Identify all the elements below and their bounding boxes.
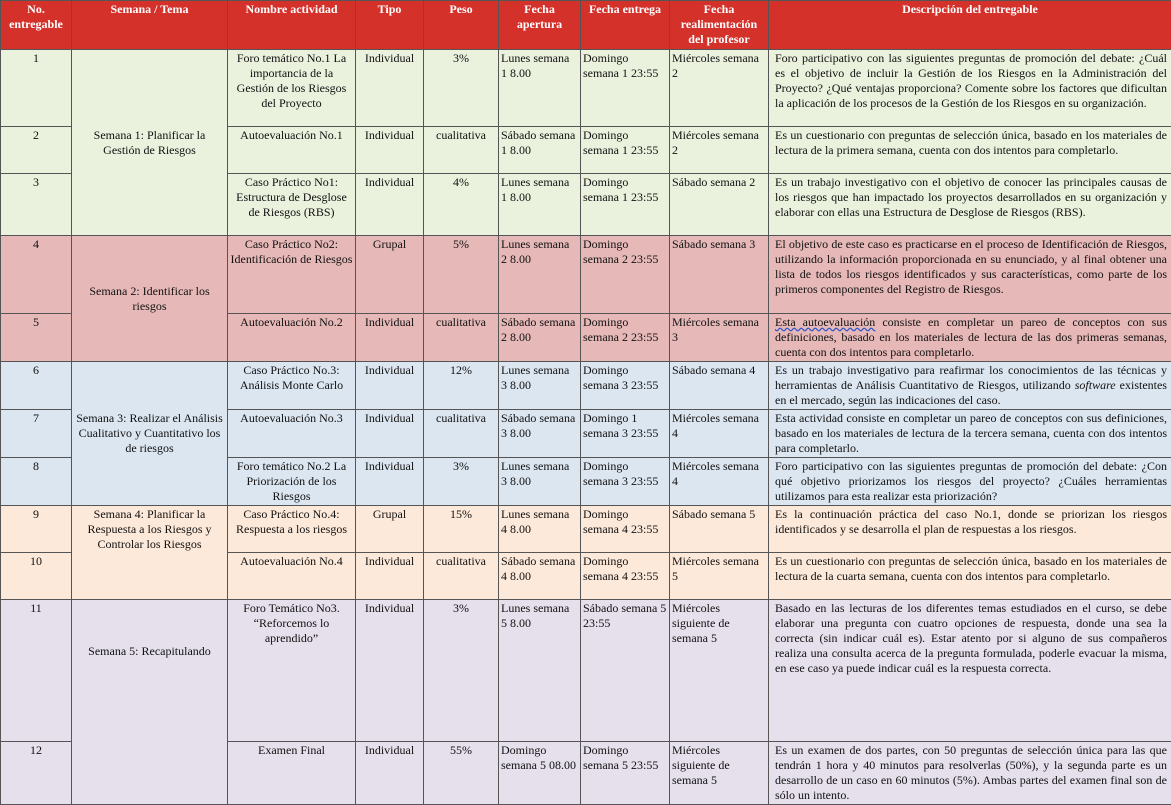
- table-row: [1, 236, 1171, 314]
- due-date: Domingo semana 1 23:55: [581, 50, 670, 127]
- row-no: 2: [1, 127, 72, 174]
- activity-weight: 15%: [424, 506, 499, 553]
- activity-name: Examen Final: [228, 742, 356, 805]
- row-no: 11: [1, 600, 72, 742]
- open-date: Lunes semana 1 8.00: [499, 174, 581, 236]
- description: Es un trabajo investigativo con el objetivo de conocer las principales causas de los riesgos que han impactado los proyectos desarrollados en su organización y elaborar con ellas una Estructura de Desglose de Riesgos (RBS).: [769, 174, 1171, 236]
- row-no: 10: [1, 553, 72, 600]
- activity-type: Individual: [356, 410, 424, 458]
- feedback-date: Miércoles semana 5: [670, 553, 769, 600]
- activity-weight: cualitativa: [424, 410, 499, 458]
- description: Es un cuestionario con preguntas de selección única, basado en los materiales de lectura de la cuarta semana, cuenta con dos intentos para completarlo.: [769, 553, 1171, 600]
- activity-weight: 12%: [424, 362, 499, 410]
- row-no: 8: [1, 458, 72, 506]
- activity-name: Caso Práctico No.4: Respuesta a los riesgos: [228, 506, 356, 553]
- description: El objetivo de este caso es practicarse en el proceso de Identificación de Riesgos, utilizando la información proporcionada en su enunciado, y al final obtener una lista de todos los riesgos identificados y sus características, como parte de los primeros componentes del Registro de Riesgos.: [769, 236, 1171, 314]
- header-week: Semana / Tema: [72, 1, 228, 50]
- header-due-date: Fecha entrega: [581, 1, 670, 50]
- feedback-date: Miércoles siguiente de semana 5: [670, 742, 769, 805]
- due-date: Domingo 1 semana 3 23:55: [581, 410, 670, 458]
- week-label: Semana 5: Recapitulando: [72, 600, 228, 805]
- feedback-date: Miércoles semana 2: [670, 127, 769, 174]
- feedback-date: Sábado semana 4: [670, 362, 769, 410]
- row-no: 9: [1, 506, 72, 553]
- header-row: [1, 1, 1171, 50]
- feedback-date: Miércoles semana 4: [670, 410, 769, 458]
- activity-type: Individual: [356, 362, 424, 410]
- week-label: Semana 3: Realizar el Análisis Cualitativo y Cuantitativo los de riesgos: [72, 362, 228, 506]
- open-date: Sábado semana 2 8.00: [499, 314, 581, 362]
- due-date: Domingo semana 4 23:55: [581, 553, 670, 600]
- activity-name: Autoevaluación No.3: [228, 410, 356, 458]
- due-date: Domingo semana 3 23:55: [581, 458, 670, 506]
- open-date: Lunes semana 1 8.00: [499, 50, 581, 127]
- header-type: Tipo: [356, 1, 424, 50]
- activity-type: Individual: [356, 742, 424, 805]
- open-date: Sábado semana 4 8.00: [499, 553, 581, 600]
- activity-type: Individual: [356, 314, 424, 362]
- activity-weight: cualitativa: [424, 127, 499, 174]
- activity-type: Individual: [356, 50, 424, 127]
- due-date: Domingo semana 1 23:55: [581, 127, 670, 174]
- activity-type: Individual: [356, 127, 424, 174]
- table-row: [1, 50, 1171, 127]
- due-date: Domingo semana 2 23:55: [581, 236, 670, 314]
- open-date: Lunes semana 3 8.00: [499, 362, 581, 410]
- header-description: Descripción del entregable: [769, 1, 1171, 50]
- activity-name: Caso Práctico No.3: Análisis Monte Carlo: [228, 362, 356, 410]
- activity-name: Foro temático No.2 La Priorización de los Riesgos: [228, 458, 356, 506]
- activity-weight: 3%: [424, 50, 499, 127]
- due-date: Sábado semana 5 23:55: [581, 600, 670, 742]
- description: Foro participativo con las siguientes preguntas de promoción del debate: ¿Cuál es el objetivo de incluir la Gestión de los Riesgos en la Administración del Proyecto? ¿Qué ventajas proporciona? Comente sobre los factores que dificultan la aplicación de los procesos de la Gestión de los Riesgos en su organización.: [769, 50, 1171, 127]
- feedback-date: Sábado semana 3: [670, 236, 769, 314]
- feedback-date: Miércoles semana 2: [670, 50, 769, 127]
- feedback-date: Sábado semana 2: [670, 174, 769, 236]
- activity-type: Individual: [356, 174, 424, 236]
- description: Esta actividad consiste en completar un pareo de conceptos con sus definiciones, basado en los materiales de lectura de la tercera semana, cuenta con dos intentos para completarlo.: [769, 410, 1171, 458]
- open-date: Lunes semana 5 8.00: [499, 600, 581, 742]
- description: Es un examen de dos partes, con 50 preguntas de selección única para las que tendrán 1 hora y 40 minutos para resolverlas (50%), y la segunda parte es un desarrollo de un caso en 60 minutos (5%). Ambas partes del examen final son de sólo un intento.: [769, 742, 1171, 805]
- feedback-date: Sábado semana 5: [670, 506, 769, 553]
- activity-weight: cualitativa: [424, 314, 499, 362]
- activity-weight: 5%: [424, 236, 499, 314]
- due-date: Domingo semana 3 23:55: [581, 362, 670, 410]
- activity-name: Autoevaluación No.4: [228, 553, 356, 600]
- activity-name: Autoevaluación No.1: [228, 127, 356, 174]
- week-label: Semana 4: Planificar la Respuesta a los Riesgos y Controlar los Riesgos: [72, 506, 228, 600]
- description: Es un trabajo investigativo para reafirmar los conocimientos de las técnicas y herramientas de Análisis Cuantitativo de Riesgos, utilizando software existentes en el mercado, según las indicaciones del caso.: [769, 362, 1171, 410]
- row-no: 1: [1, 50, 72, 127]
- table-row: [1, 506, 1171, 553]
- activity-type: Individual: [356, 458, 424, 506]
- activity-name: Caso Práctico No1: Estructura de Desglose de Riesgos (RBS): [228, 174, 356, 236]
- week-label: Semana 1: Planificar la Gestión de Riesgos: [72, 50, 228, 236]
- activity-type: Individual: [356, 553, 424, 600]
- table-row: [1, 362, 1171, 410]
- activity-weight: 4%: [424, 174, 499, 236]
- open-date: Sábado semana 1 8.00: [499, 127, 581, 174]
- header-feedback-date: Fecha realimentación del profesor: [670, 1, 769, 50]
- row-no: 4: [1, 236, 72, 314]
- table-row: [1, 600, 1171, 742]
- row-no: 5: [1, 314, 72, 362]
- activity-weight: cualitativa: [424, 553, 499, 600]
- activity-weight: 3%: [424, 458, 499, 506]
- open-date: Lunes semana 2 8.00: [499, 236, 581, 314]
- week-label: Semana 2: Identificar los riesgos: [72, 236, 228, 362]
- activity-weight: 55%: [424, 742, 499, 805]
- feedback-date: Miércoles semana 3: [670, 314, 769, 362]
- row-no: 3: [1, 174, 72, 236]
- open-date: Lunes semana 4 8.00: [499, 506, 581, 553]
- open-date: Sábado semana 3 8.00: [499, 410, 581, 458]
- due-date: Domingo semana 2 23:55: [581, 314, 670, 362]
- activity-name: Foro temático No.1 La importancia de la Gestión de los Riesgos del Proyecto: [228, 50, 356, 127]
- description: Es la continuación práctica del caso No.1, donde se priorizan los riesgos identificados y se desarrolla el plan de respuestas a los riesgos.: [769, 506, 1171, 553]
- header-open-date: Fecha apertura: [499, 1, 581, 50]
- activity-type: Grupal: [356, 506, 424, 553]
- header-no: No. entregable: [1, 1, 72, 50]
- activity-type: Individual: [356, 600, 424, 742]
- row-no: 7: [1, 410, 72, 458]
- spellcheck-underlined-text: Esta autoevaluación: [775, 315, 875, 329]
- due-date: Domingo semana 1 23:55: [581, 174, 670, 236]
- activity-type: Grupal: [356, 236, 424, 314]
- feedback-date: Miércoles semana 4: [670, 458, 769, 506]
- row-no: 6: [1, 362, 72, 410]
- activity-name: Autoevaluación No.2: [228, 314, 356, 362]
- description: Es un cuestionario con preguntas de selección única, basado en los materiales de lectura de la primera semana, cuenta con dos intentos para completarlo.: [769, 127, 1171, 174]
- description: Foro participativo con las siguientes preguntas de promoción del debate: ¿Con qué objetivo priorizamos los riesgos del proyecto? ¿Cuáles herramientas utilizamos para esta realizar esta priorización?: [769, 458, 1171, 506]
- feedback-date: Miércoles siguiente de semana 5: [670, 600, 769, 742]
- activity-name: Caso Práctico No2: Identificación de Riesgos: [228, 236, 356, 314]
- due-date: Domingo semana 4 23:55: [581, 506, 670, 553]
- activity-name: Foro Temático No3. “Reforcemos lo aprendido”: [228, 600, 356, 742]
- header-activity: Nombre actividad: [228, 1, 356, 50]
- open-date: Domingo semana 5 08.00: [499, 742, 581, 805]
- row-no: 12: [1, 742, 72, 805]
- activity-weight: 3%: [424, 600, 499, 742]
- due-date: Domingo semana 5 23:55: [581, 742, 670, 805]
- header-weight: Peso: [424, 1, 499, 50]
- description: Basado en las lecturas de los diferentes temas estudiados en el curso, se debe elaborar una pregunta con cuatro opciones de respuesta, donde una sea la correcta (sin indicar cuál es). Estar atento por si alguno de sus compañeros realiza una consulta acerca de la pregunta formulada, poderle evacuar la misma, en ese caso ya puede indicar cuál es la respuesta correcta.: [769, 600, 1171, 742]
- open-date: Lunes semana 3 8.00: [499, 458, 581, 506]
- description: Esta autoevaluación consiste en completar un pareo de conceptos con sus definiciones, basado en los materiales de lectura de las dos primeras semanas, cuenta con dos intentos para completarlo.: [769, 314, 1171, 362]
